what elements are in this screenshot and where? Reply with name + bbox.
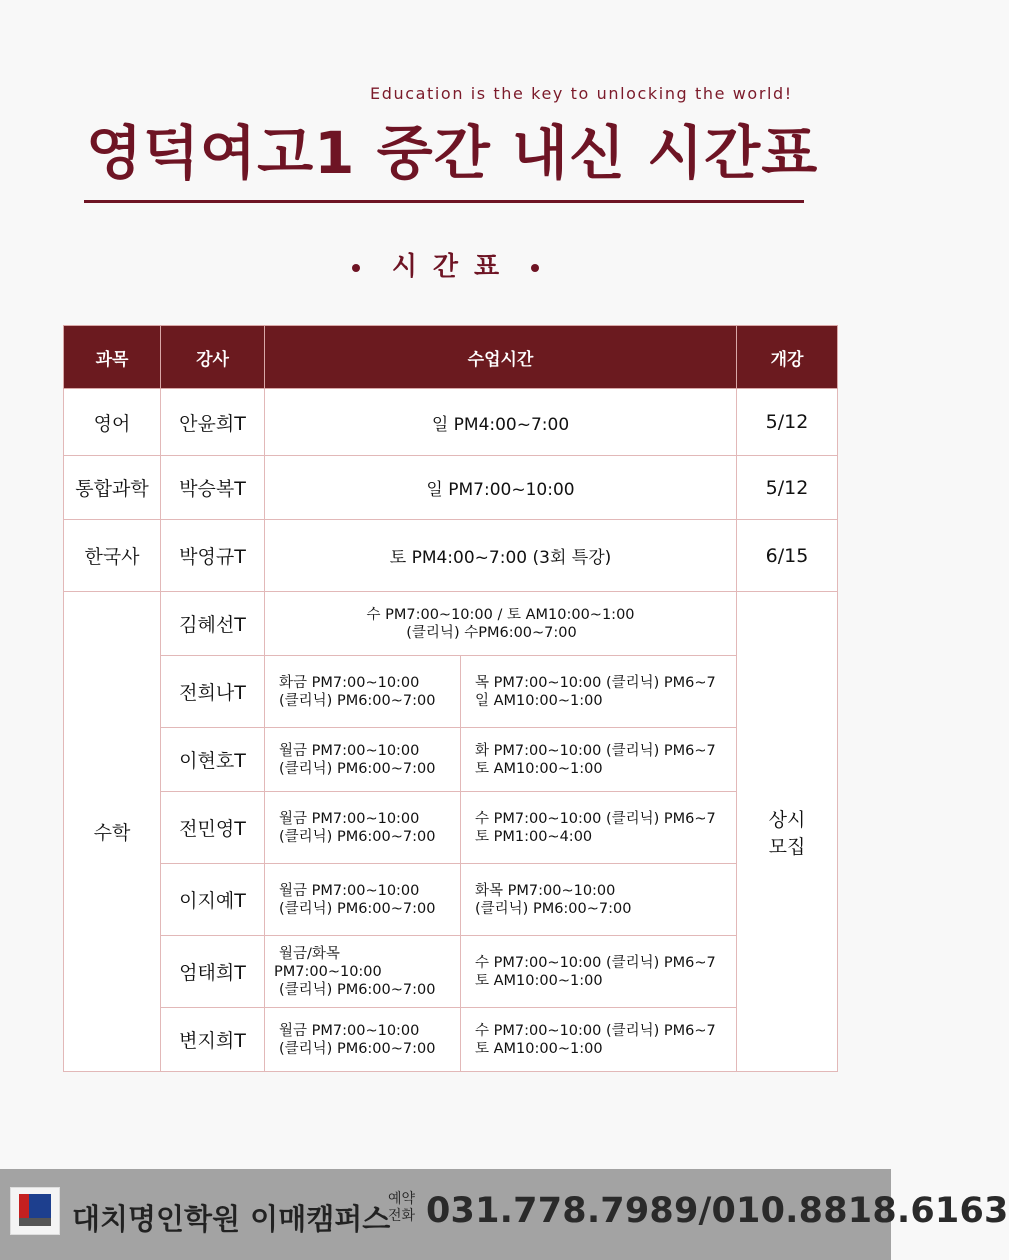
subject-cell: 통합과학 — [64, 456, 161, 520]
schedule-line: 월금 PM7:00~10:00 — [279, 742, 420, 759]
table-row — [64, 864, 838, 936]
subject-cell: 영어 — [64, 389, 161, 456]
time-cell-a — [265, 936, 461, 1008]
time-cell-b — [461, 1008, 737, 1072]
schedule-line: 화금 PM7:00~10:00 — [279, 674, 420, 691]
time-cell: 일 PM4:00~7:00 — [265, 389, 737, 456]
schedule-line: 수 PM7:00~10:00 (클리닉) PM6~7 — [475, 810, 716, 827]
reservation-label-line: 전화 — [388, 1208, 416, 1224]
subject-cell-math: 수학 — [64, 592, 161, 1072]
schedule-line: 월금 PM7:00~10:00 — [279, 810, 420, 827]
title-underline — [84, 200, 804, 203]
schedule-line: 수 PM7:00~10:00 / 토 AM10:00~1:00 — [366, 606, 635, 623]
teacher-cell: 박영규T — [161, 520, 265, 592]
open-date-cell-math — [737, 592, 838, 1072]
schedule-line: 수 PM7:00~10:00 (클리닉) PM6~7 — [475, 954, 716, 971]
time-cell-a — [265, 728, 461, 792]
subject-cell: 한국사 — [64, 520, 161, 592]
table-header-row — [64, 326, 838, 389]
page-title: 영덕여고1 중간 내신 시간표 — [86, 119, 819, 187]
footer-bar — [0, 1169, 1009, 1260]
schedule-line: 토 AM10:00~1:00 — [475, 972, 603, 989]
schedule-line: 토 AM10:00~1:00 — [475, 1040, 603, 1057]
table-row — [64, 592, 838, 656]
phone-number[interactable]: 031.778.7989/010.8818.6163 — [426, 1191, 1009, 1231]
teacher-cell: 김혜선T — [161, 592, 265, 656]
table-row — [64, 656, 838, 728]
schedule-line: 화 PM7:00~10:00 (클리닉) PM6~7 — [475, 742, 716, 759]
schedule-line: 일 AM10:00~1:00 — [475, 692, 603, 709]
open-date-cell: 5/12 — [737, 389, 838, 456]
time-cell-b — [461, 728, 737, 792]
time-cell-a — [265, 864, 461, 936]
timetable — [63, 325, 838, 1072]
bullet-dot-left — [352, 264, 360, 272]
header-subject: 과목 — [64, 326, 161, 389]
time-cell-b — [461, 864, 737, 936]
header-teacher: 강사 — [161, 326, 265, 389]
schedule-line: 수 PM7:00~10:00 (클리닉) PM6~7 — [475, 1022, 716, 1039]
schedule-line: 월금 PM7:00~10:00 — [279, 882, 420, 899]
time-cell-b — [461, 656, 737, 728]
clinic-line: (클리닉) PM6:00~7:00 — [279, 981, 436, 998]
time-cell-b — [461, 792, 737, 864]
time-cell: 일 PM7:00~10:00 — [265, 456, 737, 520]
time-cell — [265, 592, 737, 656]
clinic-line: (클리닉) 수PM6:00~7:00 — [406, 624, 577, 641]
schedule-line: 토 AM10:00~1:00 — [475, 760, 603, 777]
table-row — [64, 389, 838, 456]
clinic-line: (클리닉) PM6:00~7:00 — [279, 692, 436, 709]
table-row — [64, 520, 838, 592]
clinic-line: (클리닉) PM6:00~7:00 — [279, 828, 436, 845]
schedule-line: 월금 PM7:00~10:00 — [279, 1022, 420, 1039]
schedule-line: 목 PM7:00~10:00 (클리닉) PM6~7 — [475, 674, 716, 691]
clinic-line: (클리닉) PM6:00~7:00 — [475, 900, 632, 917]
schedule-line: 월금/화목 — [279, 945, 340, 962]
table-row — [64, 456, 838, 520]
schedule-line: PM7:00~10:00 — [274, 963, 382, 980]
header-class-time: 수업시간 — [265, 326, 737, 389]
open-line: 상시 — [768, 808, 806, 831]
table-row — [64, 728, 838, 792]
clinic-line: (클리닉) PM6:00~7:00 — [279, 1040, 436, 1057]
tagline: Education is the key to unlocking the world! — [370, 84, 793, 103]
academy-logo-icon — [10, 1187, 60, 1235]
teacher-cell: 이지예T — [161, 864, 265, 936]
open-date-cell: 5/12 — [737, 456, 838, 520]
reservation-label — [388, 1191, 418, 1225]
teacher-cell: 안윤희T — [161, 389, 265, 456]
time-cell-a — [265, 1008, 461, 1072]
header-open-date: 개강 — [737, 326, 838, 389]
reservation-label-line: 예약 — [388, 1191, 416, 1207]
schedule-line: 토 PM1:00~4:00 — [475, 828, 593, 845]
section-heading-text: 시간표 — [391, 252, 516, 282]
time-cell-b — [461, 936, 737, 1008]
time-cell-a — [265, 792, 461, 864]
table-row — [64, 936, 838, 1008]
teacher-cell: 엄태희T — [161, 936, 265, 1008]
bullet-dot-right — [531, 264, 539, 272]
teacher-cell: 전희나T — [161, 656, 265, 728]
teacher-cell: 박승복T — [161, 456, 265, 520]
teacher-cell: 변지희T — [161, 1008, 265, 1072]
academy-name: 대치명인학원 이매캠퍼스 — [72, 1202, 391, 1236]
table-row — [64, 1008, 838, 1072]
table-row — [64, 792, 838, 864]
teacher-cell: 전민영T — [161, 792, 265, 864]
time-cell-a — [265, 656, 461, 728]
time-cell: 토 PM4:00~7:00 (3회 특강) — [265, 520, 737, 592]
schedule-line: 화목 PM7:00~10:00 — [475, 882, 616, 899]
open-line: 모집 — [768, 835, 806, 858]
clinic-line: (클리닉) PM6:00~7:00 — [279, 900, 436, 917]
section-heading — [0, 246, 891, 283]
teacher-cell: 이현호T — [161, 728, 265, 792]
clinic-line: (클리닉) PM6:00~7:00 — [279, 760, 436, 777]
open-date-cell: 6/15 — [737, 520, 838, 592]
